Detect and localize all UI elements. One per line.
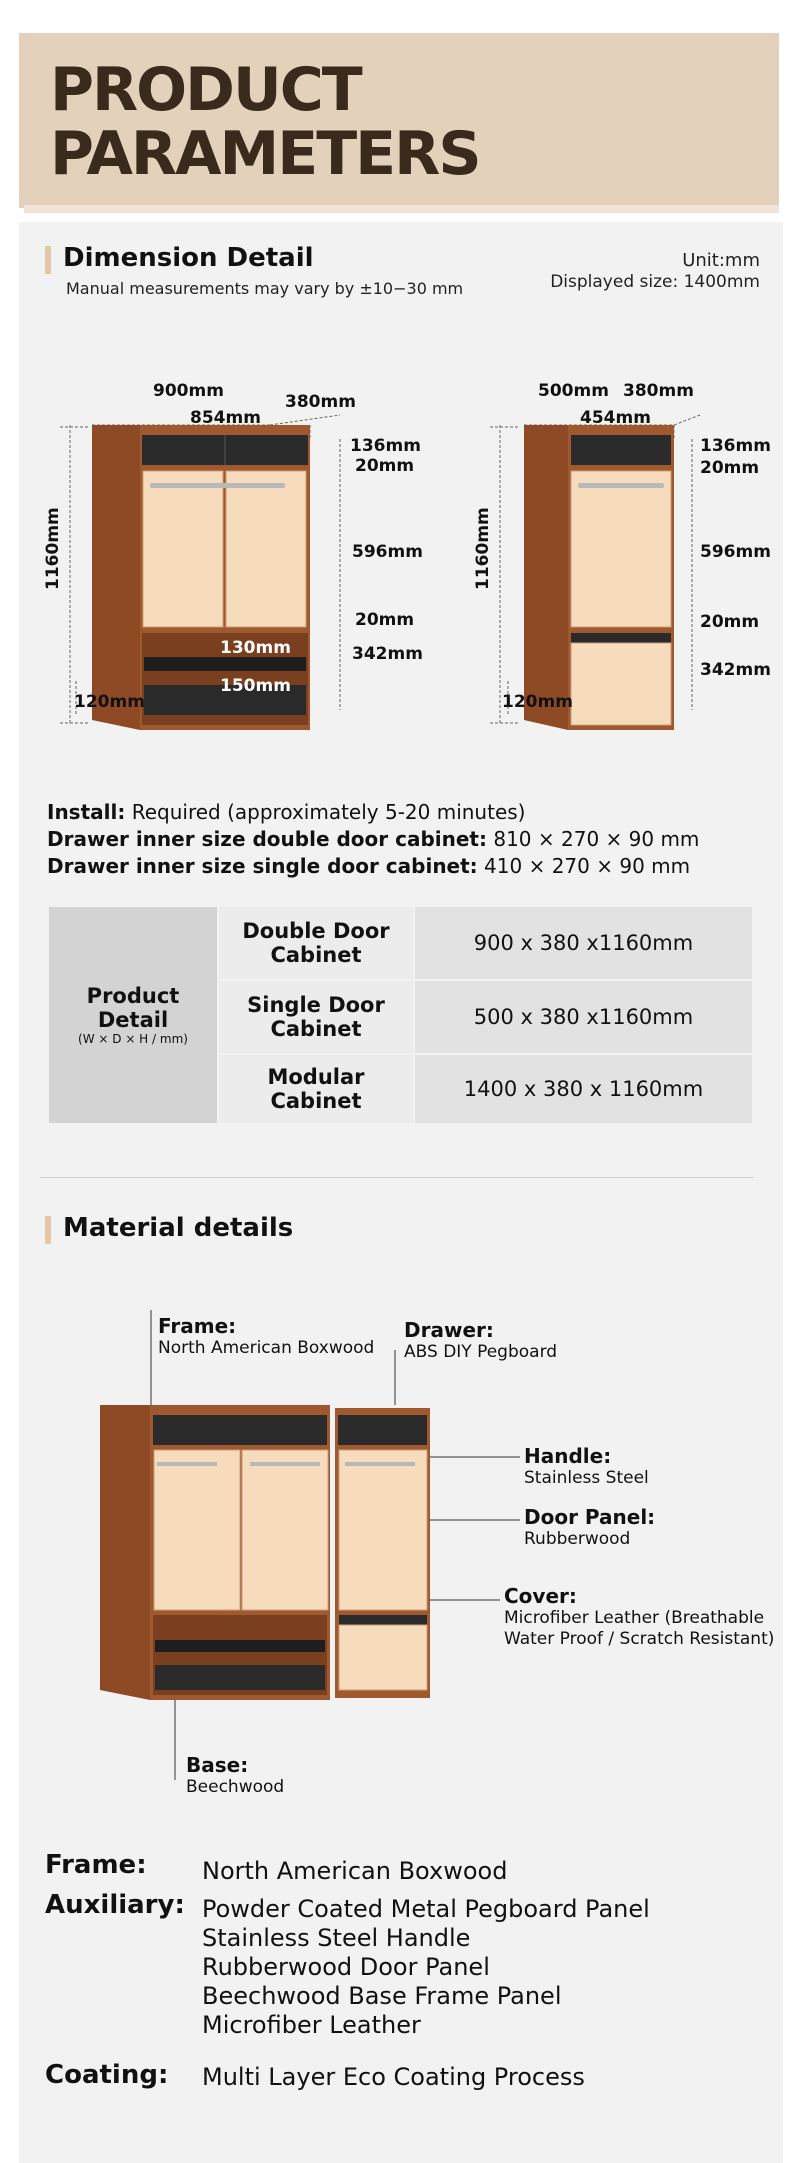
section-marker <box>45 246 51 274</box>
double-drawer-size-line: Drawer inner size double door cabinet: 810 × 270 × 90 mm <box>47 827 700 851</box>
left-door <box>154 1450 240 1610</box>
page-title <box>50 55 650 189</box>
frame-callout: Frame: North American Boxwood <box>158 1314 375 1358</box>
single-door <box>571 471 671 627</box>
dim-inner: 454mm <box>580 408 651 428</box>
banner-shadow <box>24 205 779 213</box>
product-detail-label: Product Detail <box>86 984 180 1032</box>
dim-596: 596mm <box>352 542 423 562</box>
section-divider <box>40 1177 754 1178</box>
dim-depth: 380mm <box>623 381 694 401</box>
right-door <box>226 471 306 627</box>
dim-20-bottom: 20mm <box>355 610 415 630</box>
handle-callout: Handle: Stainless Steel <box>524 1444 649 1488</box>
displayed-size: Displayed size: 1400mm <box>550 272 760 292</box>
single-drawer-size-line: Drawer inner size single door cabinet: 410 × 270 × 90 mm <box>47 854 691 878</box>
door-panel-callout: Door Panel: Rubberwood <box>524 1505 656 1549</box>
material-title: Material details <box>63 1213 294 1243</box>
page-title-line2: PARAMETERS <box>50 119 480 189</box>
table-row-name: Double Door Cabinet <box>218 906 414 980</box>
table-row-value: 900 x 380 x1160mm <box>414 906 753 980</box>
pegboard-drawer <box>571 435 671 465</box>
install-line: Install: Required (approximately 5-20 minutes) <box>47 800 526 824</box>
dim-130: 130mm <box>220 638 291 658</box>
unit-label: Unit:mm <box>682 250 760 271</box>
dim-596: 596mm <box>700 542 771 562</box>
dim-120: 120mm <box>74 692 145 712</box>
left-door <box>143 471 223 627</box>
spec-frame-value: North American Boxwood <box>202 1857 508 1885</box>
dim-136: 136mm <box>350 436 421 456</box>
dim-height: 1160mm <box>43 507 63 590</box>
dimension-title: Dimension Detail <box>63 243 314 273</box>
product-detail-header <box>48 906 218 1124</box>
single-door <box>339 1450 427 1610</box>
right-door <box>242 1450 328 1610</box>
cover-drawer <box>339 1625 427 1690</box>
dim-inner: 854mm <box>190 408 261 428</box>
base-callout: Base: Beechwood <box>186 1753 285 1797</box>
product-detail-table <box>47 905 754 1125</box>
spec-frame-key: Frame: <box>45 1850 147 1880</box>
table-row-name: Modular Cabinet <box>218 1054 414 1124</box>
dim-width: 900mm <box>153 381 224 401</box>
dim-342: 342mm <box>352 644 423 664</box>
dim-width: 500mm <box>538 381 609 401</box>
spec-auxiliary-key: Auxiliary: <box>45 1890 185 1920</box>
list-item: Beechwood Base Frame Panel <box>202 1982 562 2010</box>
dim-depth: 380mm <box>285 392 356 412</box>
list-item: Rubberwood Door Panel <box>202 1953 490 1981</box>
list-item: Stainless Steel Handle <box>202 1924 471 1952</box>
measurement-note: Manual measurements may vary by ±10−30 mm <box>66 279 464 298</box>
dim-20-top: 20mm <box>700 458 760 478</box>
spec-auxiliary-list <box>202 1895 650 2040</box>
drawer-callout: Drawer: ABS DIY Pegboard <box>404 1318 558 1362</box>
dim-20-top: 20mm <box>355 456 415 476</box>
dim-342: 342mm <box>700 660 771 680</box>
double-door-dimension-drawing <box>40 381 423 735</box>
spec-coating-key: Coating: <box>45 2060 169 2090</box>
door-handle <box>150 483 285 488</box>
list-item: Microfiber Leather <box>202 2011 421 2039</box>
dim-150: 150mm <box>220 676 291 696</box>
spec-coating-value: Multi Layer Eco Coating Process <box>202 2063 585 2091</box>
dim-136: 136mm <box>700 436 771 456</box>
page-title-line1: PRODUCT <box>50 55 361 125</box>
single-door-dimension-drawing <box>468 381 778 735</box>
pegboard-drawer <box>153 1415 327 1445</box>
table-row-value: 1400 x 380 x 1160mm <box>414 1054 753 1124</box>
dim-120: 120mm <box>502 692 573 712</box>
list-item: Powder Coated Metal Pegboard Panel <box>202 1895 650 1923</box>
cover-drawer <box>571 643 671 725</box>
cover-callout: Cover: Microfiber Leather (Breathable Water Proof / Scratch Resistant) <box>504 1584 775 1649</box>
dim-20-bottom: 20mm <box>700 612 760 632</box>
section-marker <box>45 1216 51 1244</box>
product-detail-units: (W × D × H / mm) <box>78 1032 188 1046</box>
table-row-value: 500 x 380 x1160mm <box>414 980 753 1054</box>
door-handle <box>578 483 664 488</box>
table-row-name: Single Door Cabinet <box>218 980 414 1054</box>
pegboard-drawer <box>338 1415 427 1445</box>
dim-height: 1160mm <box>473 507 493 590</box>
